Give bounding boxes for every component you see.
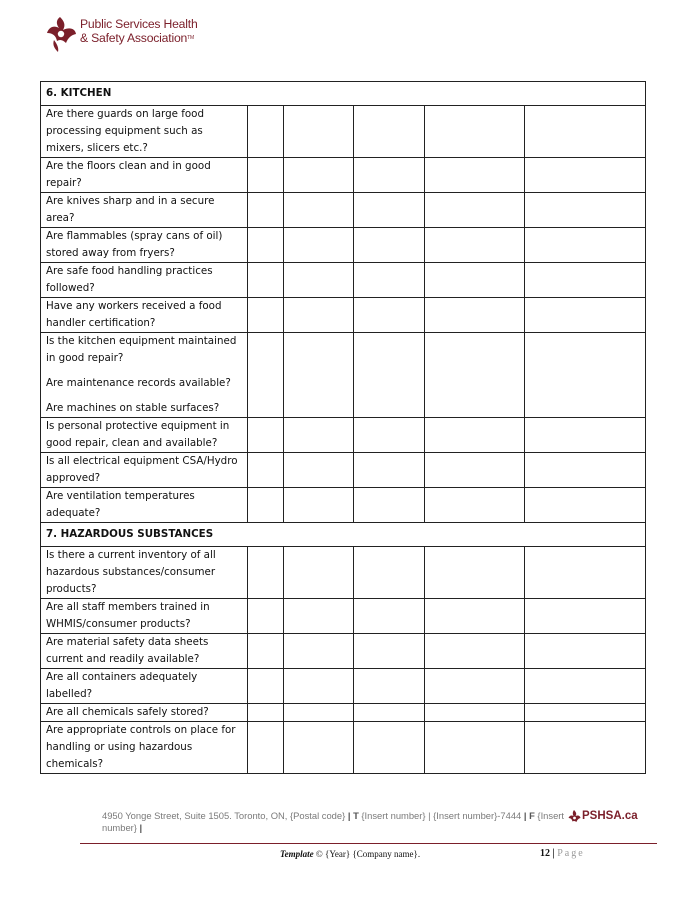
response-cell[interactable] (525, 547, 646, 599)
footer-address-text: 4950 Yonge Street, Suite 1505. Toronto, ON, {Postal code} (102, 810, 346, 821)
checklist-row (41, 263, 646, 298)
response-cell[interactable] (425, 722, 525, 774)
response-cell[interactable] (284, 488, 354, 523)
psha-logo (42, 14, 242, 58)
response-cell[interactable] (425, 547, 525, 599)
question-text: Are knives sharp and in a secure area? (46, 195, 215, 224)
response-cell[interactable] (248, 704, 284, 722)
footer-address (102, 810, 572, 834)
response-cell[interactable] (525, 263, 646, 298)
response-cell[interactable] (354, 634, 425, 669)
response-cell[interactable] (284, 599, 354, 634)
checklist-row (41, 634, 646, 669)
response-cell[interactable] (425, 488, 525, 523)
response-cell[interactable] (425, 263, 525, 298)
checklist-question (41, 547, 248, 599)
section-title: 6. KITCHEN (41, 82, 646, 106)
question-text: Are machines on stable surfaces? (46, 402, 220, 414)
checklist-question (41, 669, 248, 704)
checklist-question (41, 193, 248, 228)
question-text: Are all staff members trained in WHMIS/consumer products? (46, 601, 210, 630)
question-text: Are ventilation temperatures adequate? (46, 490, 195, 519)
response-cell[interactable] (354, 599, 425, 634)
response-cell[interactable] (248, 599, 284, 634)
response-cell[interactable] (425, 453, 525, 488)
question-text: Are all containers adequately labelled? (46, 671, 198, 700)
response-cell[interactable] (354, 228, 425, 263)
response-cell[interactable] (354, 547, 425, 599)
response-cell[interactable] (284, 634, 354, 669)
response-cell[interactable] (248, 228, 284, 263)
footer-page-number: 12 | Page (540, 848, 585, 859)
checklist-question (41, 704, 248, 722)
response-cell[interactable] (354, 704, 425, 722)
psha-leaf-icon (42, 14, 78, 54)
footer-divider (80, 843, 657, 844)
response-cell[interactable] (248, 263, 284, 298)
footer-template-text: © {Year} {Company name}. (313, 849, 421, 859)
response-cell[interactable] (525, 488, 646, 523)
section-header-row (41, 523, 646, 547)
response-cell[interactable] (425, 634, 525, 669)
response-cell[interactable] (425, 193, 525, 228)
footer-sep-1: | (345, 810, 354, 821)
checklist-row (41, 228, 646, 263)
response-cell[interactable] (525, 599, 646, 634)
question-text: Are the floors clean and in good repair? (46, 160, 211, 189)
page-number: 12 (540, 848, 550, 859)
question-text: Are appropriate controls on place for handling or using hazardous chemicals? (46, 724, 236, 770)
question-text: Are flammables (spray cans of oil) stored away from fryers? (46, 230, 223, 259)
checklist-row (41, 599, 646, 634)
response-cell[interactable] (525, 298, 646, 333)
footer-fax-label: F (529, 810, 535, 821)
question-text: Are maintenance records available? (46, 377, 231, 389)
question-text: Are all chemicals safely stored? (46, 706, 209, 718)
response-cell[interactable] (425, 298, 525, 333)
checklist-question (41, 488, 248, 523)
question-text: Are material safety data sheets current and readily available? (46, 636, 209, 665)
checklist-question (41, 722, 248, 774)
checklist-row (41, 418, 646, 453)
response-cell[interactable] (354, 106, 425, 158)
response-cell[interactable] (248, 488, 284, 523)
response-cell[interactable] (284, 453, 354, 488)
pshsa-leaf-icon (567, 809, 581, 825)
response-cell[interactable] (354, 193, 425, 228)
response-cell[interactable] (425, 106, 525, 158)
checklist-question (41, 228, 248, 263)
response-cell[interactable] (525, 722, 646, 774)
response-cell[interactable] (248, 669, 284, 704)
response-cell[interactable] (354, 453, 425, 488)
response-cell[interactable] (354, 418, 425, 453)
checklist-question (41, 333, 248, 418)
checklist-row (41, 669, 646, 704)
footer-sep-3: | (136, 822, 143, 833)
response-cell[interactable] (425, 669, 525, 704)
response-cell[interactable] (284, 704, 354, 722)
response-cell[interactable] (284, 106, 354, 158)
page-label: Page (557, 848, 585, 859)
response-cell[interactable] (425, 599, 525, 634)
response-cell[interactable] (354, 158, 425, 193)
response-cell[interactable] (284, 298, 354, 333)
response-cell[interactable] (284, 333, 354, 418)
response-cell[interactable] (284, 669, 354, 704)
checklist-row (41, 704, 646, 722)
response-cell[interactable] (284, 158, 354, 193)
response-cell[interactable] (425, 158, 525, 193)
response-cell[interactable] (425, 333, 525, 418)
response-cell[interactable] (248, 547, 284, 599)
checklist-question (41, 263, 248, 298)
response-cell[interactable] (284, 418, 354, 453)
footer-template (280, 849, 420, 859)
footer-logo-text: PSHSA.ca (582, 810, 638, 822)
response-cell[interactable] (248, 722, 284, 774)
checklist-row (41, 158, 646, 193)
checklist-row (41, 333, 646, 418)
checklist-row (41, 722, 646, 774)
logo-text (80, 18, 198, 45)
checklist-row (41, 547, 646, 599)
question-text: Is the kitchen equipment maintained in good repair? (46, 335, 237, 364)
response-cell[interactable] (354, 488, 425, 523)
response-cell[interactable] (248, 158, 284, 193)
question-text: Are safe food handling practices followed? (46, 265, 213, 294)
response-cell[interactable] (354, 722, 425, 774)
response-cell[interactable] (525, 634, 646, 669)
checklist-question (41, 634, 248, 669)
footer-sep-2: | (521, 810, 530, 821)
question-text: Are there guards on large food processing equipment such as mixers, slicers etc.? (46, 108, 204, 154)
checklist-row (41, 488, 646, 523)
question-text: Have any workers received a food handler certification? (46, 300, 222, 329)
question-text: Is personal protective equipment in good repair, clean and available? (46, 420, 230, 449)
checklist-question (41, 599, 248, 634)
question-text: Is all electrical equipment CSA/Hydro approved? (46, 455, 238, 484)
response-cell[interactable] (354, 333, 425, 418)
response-cell[interactable] (248, 453, 284, 488)
checklist-row (41, 453, 646, 488)
response-cell[interactable] (284, 547, 354, 599)
footer-pshsa-logo (567, 809, 639, 825)
checklist-row (41, 298, 646, 333)
response-cell[interactable] (354, 669, 425, 704)
response-cell[interactable] (354, 263, 425, 298)
response-cell[interactable] (284, 193, 354, 228)
response-cell[interactable] (525, 333, 646, 418)
footer-phone-label: T (353, 810, 359, 821)
response-cell[interactable] (284, 263, 354, 298)
response-cell[interactable] (425, 704, 525, 722)
checklist-question (41, 158, 248, 193)
response-cell[interactable] (525, 704, 646, 722)
response-cell[interactable] (425, 418, 525, 453)
response-cell[interactable] (248, 106, 284, 158)
footer-phone-value: {Insert number} | {Insert number}-7444 (358, 810, 522, 821)
response-cell[interactable] (525, 158, 646, 193)
response-cell[interactable] (248, 193, 284, 228)
logo-line-1: Public Services Health (80, 17, 198, 31)
response-cell[interactable] (525, 106, 646, 158)
response-cell[interactable] (284, 228, 354, 263)
response-cell[interactable] (354, 298, 425, 333)
response-cell[interactable] (525, 418, 646, 453)
response-cell[interactable] (525, 453, 646, 488)
logo-tm: TM (187, 34, 194, 41)
question-text: Is there a current inventory of all hazardous substances/consumer products? (46, 549, 216, 595)
section-header-row (41, 82, 646, 106)
checklist-question (41, 453, 248, 488)
footer-template-label: Template (280, 849, 314, 859)
section-title: 7. HAZARDOUS SUBSTANCES (41, 523, 646, 547)
checklist-row (41, 106, 646, 158)
response-cell[interactable] (525, 669, 646, 704)
response-cell[interactable] (248, 298, 284, 333)
logo-line-2: & Safety Association (80, 30, 188, 45)
response-cell[interactable] (525, 193, 646, 228)
checklist-question (41, 106, 248, 158)
response-cell[interactable] (248, 418, 284, 453)
response-cell[interactable] (425, 228, 525, 263)
checklist-row (41, 193, 646, 228)
response-cell[interactable] (284, 722, 354, 774)
response-cell[interactable] (248, 333, 284, 418)
response-cell[interactable] (525, 228, 646, 263)
checklist-body (41, 82, 646, 774)
checklist-question (41, 418, 248, 453)
inspection-checklist-table (40, 81, 646, 774)
checklist-question (41, 298, 248, 333)
footer-fax-value: {Insert number} (102, 810, 565, 833)
response-cell[interactable] (248, 634, 284, 669)
